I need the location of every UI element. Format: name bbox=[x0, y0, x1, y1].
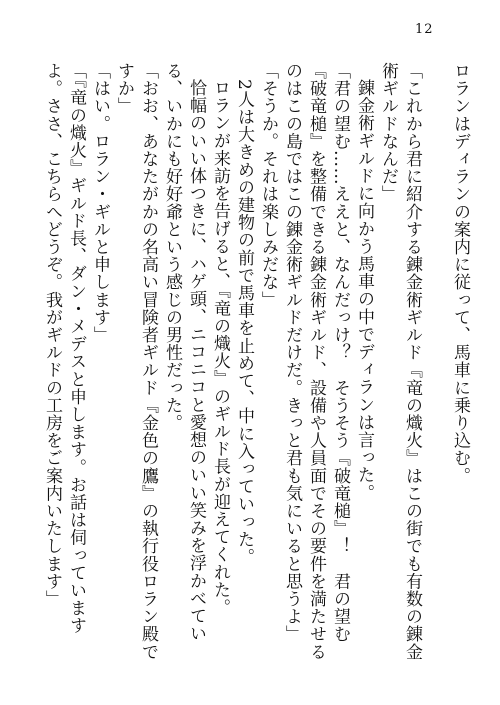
paragraph-11: 「『竜の熾火』ギルド長、ダン・メデスと申します。お話は伺っていますよ。ささ、こちらへどうぞ。我がギルドの工房をご案内いたします」 bbox=[42, 62, 86, 635]
paragraph-8: 恰幅のいい体つきに、ハゲ頭、ニコニコと愛想のいい笑みを浮かべている、いかにも好好爺という感じの男性だった。 bbox=[162, 62, 206, 643]
paragraph-9: 「おお、あなたがかの名高い冒険者ギルド『金色の鷹』の執行役ロラン殿ですか」 bbox=[114, 62, 158, 661]
paragraph-1: ロランはディランの案内に従って、馬車に乗り込む。 bbox=[450, 62, 470, 485]
paragraph-3: 錬金術ギルドに向かう馬車の中でディランは言った。 bbox=[354, 79, 374, 502]
paragraph-5: 「そうか。それは楽しみだな」 bbox=[258, 62, 278, 309]
page-number: 12 bbox=[415, 22, 434, 37]
novel-text-body bbox=[40, 62, 472, 662]
paragraph-6: 2人は大きめの建物の前で馬車を止めて、中に入っていった。 bbox=[234, 79, 254, 566]
paragraph-10: 「はい。ロラン・ギルと申します」 bbox=[90, 62, 110, 344]
paragraph-4: 「君の望む……ええと、なんだっけ？ そうそう『破竜槌』！ 君の望む『破竜槌』を整備できる錬金術ギルド、設備や人員面でその要件を満たせるのはこの島ではこの錬金術ギルドだけだ。きっと君も気にいると思うよ」 bbox=[282, 62, 350, 661]
paragraph-2: 「これから君に紹介する錬金術ギルド『竜の熾火』はこの街でも有数の錬金術ギルドなんだ」 bbox=[378, 62, 422, 661]
paragraph-7: ロランが来訪を告げると、『竜の熾火』のギルド長が迎えてくれた。 bbox=[210, 79, 230, 617]
